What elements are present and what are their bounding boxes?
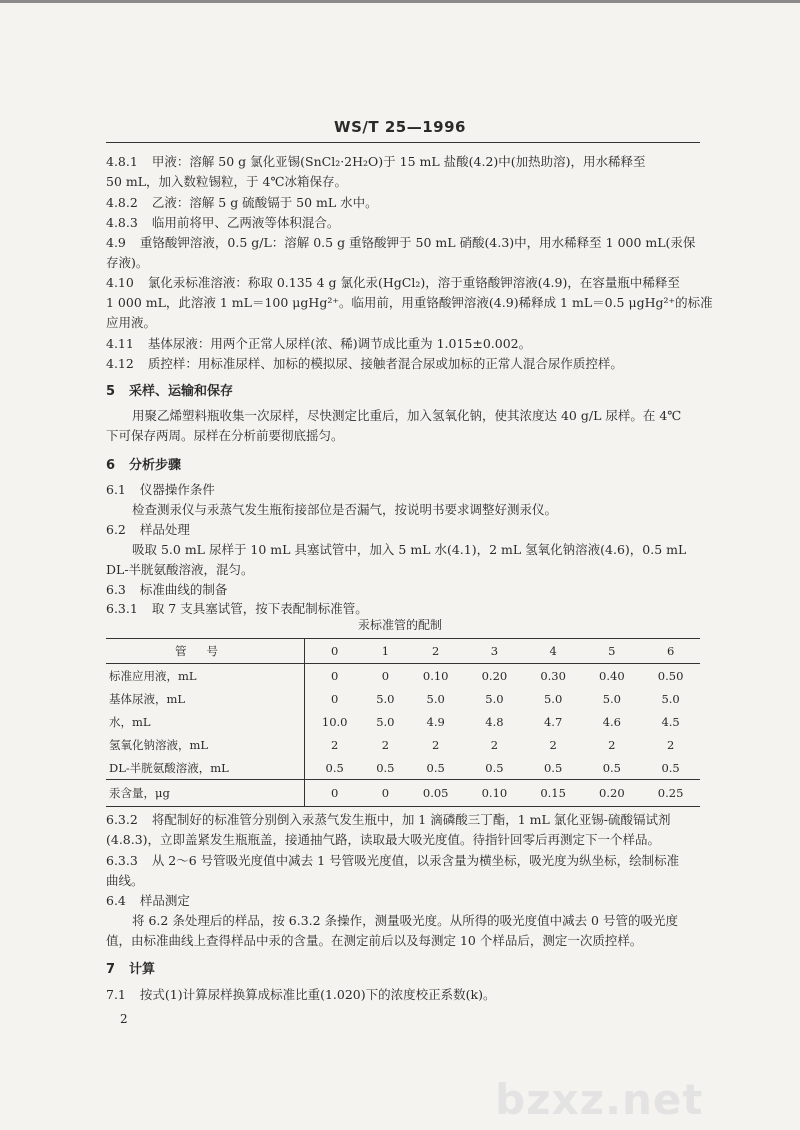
cell: 0.15: [524, 780, 583, 807]
cell: 2: [432, 737, 440, 752]
cell: 0.50: [657, 668, 684, 683]
cell: 5.0: [426, 691, 445, 706]
table-caption: 汞标准管的配制: [357, 618, 442, 632]
clause-4-8-2: 4.8.2 乙液：溶解 5 g 硫酸镉于 50 mL 水中。: [106, 195, 378, 210]
row-label: 水，mL: [106, 710, 305, 733]
clause-6-4-line1: 将 6.2 条处理后的样品，按 6.3.2 条操作，测量吸光度。从所得的吸光度值中减去 0 号管的吸光度: [132, 913, 678, 928]
watermark-logo: bzxz.net: [495, 1075, 704, 1124]
section-5-line1: 用聚乙烯塑料瓶收集一次尿样，尽快测定比重后，加入氢氧化钠，使其浓度达 40 g/L 尿样。在 4℃: [132, 408, 682, 423]
tube-header: 1: [364, 639, 406, 664]
clause-6-3-3-line1: 6.3.3 从 2～6 号管吸光度值中减去 1 号管吸光度值，以汞含量为横坐标，吸光度为纵坐标，绘制标准: [106, 853, 680, 868]
cell: 2: [666, 737, 675, 752]
cell: 5.0: [376, 714, 395, 729]
clause-6-4-title: 6.4 样品测定: [106, 893, 190, 908]
tube-header: 2: [406, 639, 465, 664]
clause-4-9-line1: 4.9 重铬酸钾溶液，0.5 g/L：溶解 0.5 g 重铬酸钾于 50 mL 硝酸(4.3)中，用水稀释至 1 000 mL(汞保: [106, 235, 696, 250]
clause-6-2-line2: DL-半胱氨酸溶液，混匀。: [106, 562, 254, 577]
cell: 4.7: [543, 714, 563, 729]
clause-4-10-line3: 应用液。: [106, 315, 157, 330]
table-row: [106, 710, 700, 733]
header-divider: [106, 142, 700, 143]
cell: 5.0: [376, 691, 395, 706]
standard-number-header: WS/T 25—1996: [334, 118, 466, 136]
clause-4-10-line2: 1 000 mL，此溶液 1 mL＝100 μgHg²⁺。临用前，用重铬酸钾溶液(4.9)稀释成 1 mL＝0.5 μgHg²⁺的标准: [106, 295, 713, 310]
clause-4-9-line2: 存液)。: [106, 255, 149, 270]
row-label: 基体尿液，mL: [106, 687, 305, 710]
table-row: [106, 687, 700, 710]
clause-6-2-title: 6.2 样品处理: [106, 522, 190, 537]
cell: 4.8: [485, 714, 504, 729]
clause-6-3-3-line2: 曲线。: [106, 873, 144, 888]
cell: 0.25: [641, 780, 700, 807]
clause-6-3-title: 6.3 标准曲线的制备: [106, 582, 228, 597]
cell: 0: [305, 780, 365, 807]
clause-4-10-line1: 4.10 氯化汞标准溶液：称取 0.135 4 g 氯化汞(HgCl₂)，溶于重铬酸钾溶液(4.9)，在容量瓶中稀释至: [106, 275, 680, 290]
clause-4-8-3: 4.8.3 临用前将甲、乙两液等体积混合。: [106, 215, 340, 230]
clause-6-3-2-line1: 6.3.2 将配制好的标准管分别倒入汞蒸气发生瓶中，加 1 滴磷酸三丁酯，1 mL 氯化亚锡-硫酸镉试剂: [106, 812, 671, 827]
cell: 4.9: [426, 714, 445, 729]
table-row: [106, 780, 700, 807]
row-label: 氢氧化钠溶液，mL: [106, 733, 305, 756]
clause-6-4-line2: 值，由标准曲线上查得样品中汞的含量。在测定前后以及每测定 10 个样品后，测定一次质控样。: [106, 933, 643, 948]
clause-6-1-text: 检查测汞仪与汞蒸气发生瓶衔接部位是否漏气，按说明书要求调整好测汞仪。: [132, 502, 558, 517]
cell: 5.0: [543, 691, 563, 706]
clause-4-8-1-line2: 50 mL，加入数粒锡粒，于 4℃冰箱保存。: [106, 174, 347, 189]
cell: 0: [331, 668, 339, 683]
cell: 0.5: [325, 760, 344, 775]
cell: 2: [331, 737, 339, 752]
table-header-label: 管号: [106, 639, 305, 664]
cell: 0.5: [376, 760, 395, 775]
clause-6-3-2-line2: (4.8.3)，立即盖紧发生瓶瓶盖，接通抽气路，读取最大吸光度值。待指针回零后再测定下一个样品。: [106, 832, 661, 847]
table-row: [106, 664, 700, 688]
section-6-heading: 6 分析步骤: [106, 458, 182, 473]
cell: 2: [381, 737, 390, 752]
table-row: [106, 733, 700, 756]
section-5-heading: 5 采样、运输和保存: [106, 384, 234, 399]
cell: 0.5: [602, 760, 621, 775]
row-label: 汞含量，μg: [106, 780, 305, 807]
tube-header: 5: [582, 639, 641, 664]
cell: 0.40: [599, 668, 625, 683]
tube-header: 4: [524, 639, 583, 664]
cell: 2: [549, 737, 557, 752]
table-row: [106, 756, 700, 780]
row-label: 标准应用液，mL: [106, 664, 305, 688]
cell: 0.30: [540, 668, 566, 683]
tube-header: 6: [641, 639, 700, 664]
cell: 10.0: [321, 714, 348, 729]
page-number: 2: [120, 1012, 128, 1026]
clause-6-2-line1: 吸取 5.0 mL 尿样于 10 mL 具塞试管中，加入 5 mL 水(4.1)，2 mL 氢氧化钠溶液(4.6)，0.5 mL: [132, 542, 687, 557]
cell: 0.05: [406, 780, 465, 807]
clause-4-12: 4.12 质控样：用标准尿样、加标的模拟尿、接触者混合尿或加标的正常人混合尿作质控样。: [106, 356, 623, 371]
cell: 0: [381, 668, 390, 683]
cell: 5.0: [485, 691, 504, 706]
clause-4-8-1-line1: 4.8.1 甲液：溶解 50 g 氯化亚锡(SnCl₂·2H₂O)于 15 mL 盐酸(4.2)中(加热助溶)，用水稀释至: [106, 154, 646, 169]
cell: 0.5: [661, 760, 680, 775]
cell: 0.5: [543, 760, 563, 775]
cell: 4.5: [661, 714, 680, 729]
row-label: DL-半胱氨酸溶液，mL: [106, 756, 305, 780]
standard-tube-table: [106, 638, 700, 807]
clause-7-1: 7.1 按式(1)计算尿样换算成标准比重(1.020)下的浓度校正系数(k)。: [106, 987, 496, 1002]
section-5-line2: 下可保存两周。尿样在分析前要彻底摇匀。: [106, 428, 344, 443]
cell: 5.0: [602, 691, 621, 706]
cell: 0: [364, 780, 406, 807]
cell: 0: [331, 691, 339, 706]
section-7-heading: 7 计算: [106, 962, 156, 977]
cell: 0.20: [582, 780, 641, 807]
cell: 0.5: [485, 760, 504, 775]
scan-top-edge: [0, 0, 800, 3]
clause-6-1-title: 6.1 仪器操作条件: [106, 482, 215, 497]
cell: 0.10: [465, 780, 524, 807]
clause-4-11: 4.11 基体尿液：用两个正常人尿样(浓、稀)调节成比重为 1.015±0.002。: [106, 336, 532, 351]
cell: 0.5: [426, 760, 445, 775]
clause-6-3-1: 6.3.1 取 7 支具塞试管，按下表配制标准管。: [106, 601, 368, 616]
cell: 2: [608, 737, 616, 752]
cell: 4.6: [602, 714, 621, 729]
cell: 2: [490, 737, 499, 752]
cell: 5.0: [661, 691, 680, 706]
tube-header: 3: [465, 639, 524, 664]
cell: 0.10: [422, 668, 449, 683]
tube-header: 0: [305, 639, 365, 664]
cell: 0.20: [481, 668, 508, 683]
